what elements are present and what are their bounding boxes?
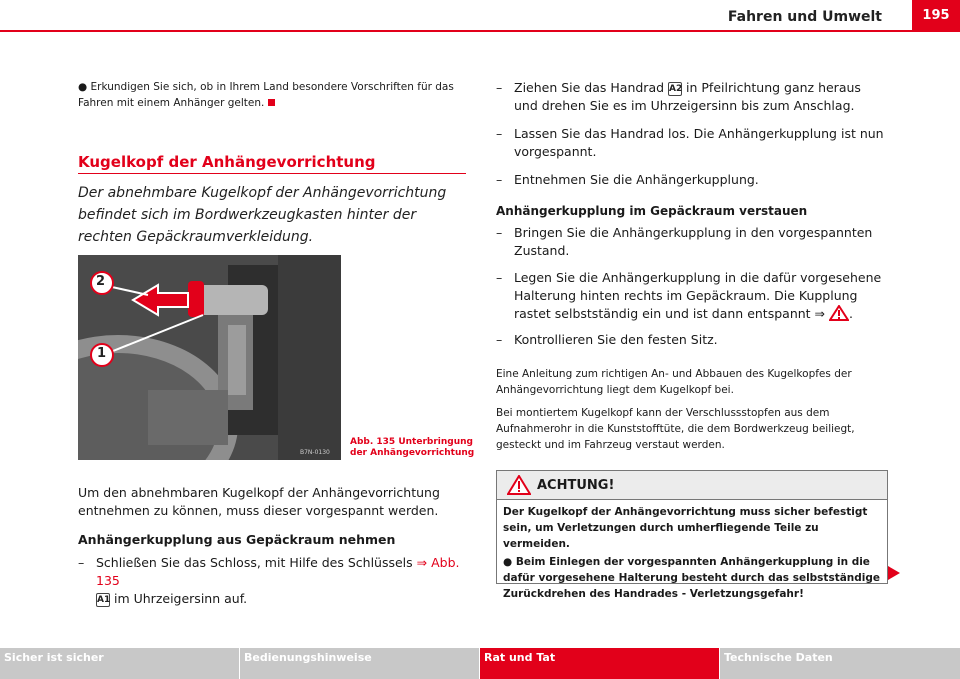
footer-tab-rat-und-tat[interactable]: Rat und Tat (480, 648, 719, 679)
figure-reference-link[interactable]: ⇒ Abb. 135 (96, 555, 460, 588)
callout-a1: A1 (97, 595, 111, 605)
step1-text-a: Schließen Sie das Schloss, mit Hilfe des Schlüssels (96, 555, 413, 570)
figure-label-1: 1 (97, 346, 107, 361)
footer-tab-sicher-ist-sicher[interactable]: Sicher ist sicher (0, 648, 239, 679)
top-bullet-paragraph (78, 79, 468, 111)
header-rule (0, 30, 960, 32)
dash-marker: – (496, 332, 503, 347)
note-paragraph-1: Eine Anleitung zum richtigen An- und Abbauen des Kugelkopfes der Anhängevorrichtung liegt dem Kugelkopf bei. (496, 368, 852, 396)
step-pretension (496, 224, 886, 260)
step-remove-coupling (496, 171, 886, 189)
warning-text (503, 504, 881, 602)
step-release-handwheel (496, 125, 886, 161)
step5-text: Bringen Sie die Anhängerkupplung in den vorgespannten Zustand. (514, 225, 873, 258)
footer-tab-technische-daten[interactable]: Technische Daten (720, 648, 960, 679)
step-pull-handwheel (496, 79, 886, 115)
left-paragraph: Um den abnehmbaren Kugelkopf der Anhängevorrichtung entnehmen zu können, muss dieser vorgespannt werden. (78, 485, 440, 518)
figure-code: B7N-0130 (300, 449, 330, 456)
figure-caption-line1: Abb. 135 Unterbringung (350, 437, 473, 447)
left-subheading: Anhängerkupplung aus Gepäckraum nehmen (78, 532, 396, 547)
warning-triangle-icon (829, 305, 849, 321)
warning-text-1: Der Kugelkopf der Anhängevorrichtung muss sicher befestigt sein, um Verletzungen durch umherfliegende Teile zu vermeiden. (503, 506, 868, 550)
section-title: Kugelkopf der Anhängevorrichtung (78, 153, 376, 171)
step7-text: Kontrollieren Sie den festen Sitz. (514, 332, 718, 347)
page-header-title: Fahren und Umwelt (727, 9, 882, 25)
figure-illustration (78, 255, 341, 460)
step-place-coupling (496, 269, 886, 323)
continue-arrow-icon (888, 566, 900, 580)
step6-text: Legen Sie die Anhängerkupplung in die dafür vorgesehene Halterung hinten rechts im Gepäckraum. Die Kupplung rastet selbstständig ein und ist dann entspannt ⇒ (514, 270, 882, 321)
dash-marker: – (496, 225, 503, 240)
page-number: 195 (912, 0, 960, 32)
step-check-seat (496, 331, 886, 349)
warning-icon (507, 475, 531, 495)
top-bullet-text: Erkundigen Sie sich, ob in Ihrem Land besondere Vorschriften für das Fahren mit einem Anhänger gelten. (78, 81, 454, 109)
dash-marker: – (496, 126, 503, 141)
section-intro: Der abnehmbare Kugelkopf der Anhängevorrichtung befindet sich im Bordwerkzeugkasten hinter der rechten Gepäckraumverkleidung. (78, 185, 447, 245)
step1-text-b: im Uhrzeigersinn auf. (113, 591, 248, 606)
warning-text-2: Beim Einlegen der vorgespannten Anhängerkupplung in die dafür vorgesehene Halterung besteht durch das selbstständige Zurückdrehen des Handrades - Verletzungsgefahr! (503, 556, 881, 600)
dash-marker: – (78, 555, 85, 570)
step4-text: Entnehmen Sie die Anhängerkupplung. (514, 172, 759, 187)
figure-caption-line2: der Anhängevorrichtung (350, 448, 475, 458)
step-close-lock (78, 554, 468, 608)
footer-tab-bedienungshinweise[interactable]: Bedienungshinweise (240, 648, 479, 679)
figure-caption (350, 437, 474, 459)
end-mark-icon (268, 99, 275, 106)
dash-marker: – (496, 80, 503, 95)
warning-title: ACHTUNG! (537, 478, 615, 493)
warning-rule (497, 499, 887, 500)
callout-a2: A2 (669, 84, 683, 94)
section-rule (78, 173, 466, 174)
dash-marker: – (496, 172, 503, 187)
period: . (849, 306, 853, 321)
right-subheading: Anhängerkupplung im Gepäckraum verstauen (496, 204, 808, 218)
note-paragraph-2: Bei montiertem Kugelkopf kann der Verschlussstopfen aus dem Aufnahmerohr in die Kunststofftüte, die dem Bordwerkzeug beiliegt, gesteckt und im Fahrzeug verstaut werden. (496, 407, 855, 451)
bullet-dot: ● (503, 556, 513, 568)
step2-text-b: in Pfeilrichtung ganz heraus und drehen Sie es im Uhrzeigersinn bis zum Anschlag. (514, 80, 861, 113)
dash-marker: – (496, 270, 503, 285)
warning-box (496, 470, 888, 600)
bullet-dot: ● (78, 81, 88, 93)
step2-text-a: Ziehen Sie das Handrad (514, 80, 665, 95)
step3-text: Lassen Sie das Handrad los. Die Anhängerkupplung ist nun vorgespannt. (514, 126, 884, 159)
figure-label-2: 2 (96, 274, 106, 289)
figure-trailer-hitch-storage (78, 255, 341, 460)
